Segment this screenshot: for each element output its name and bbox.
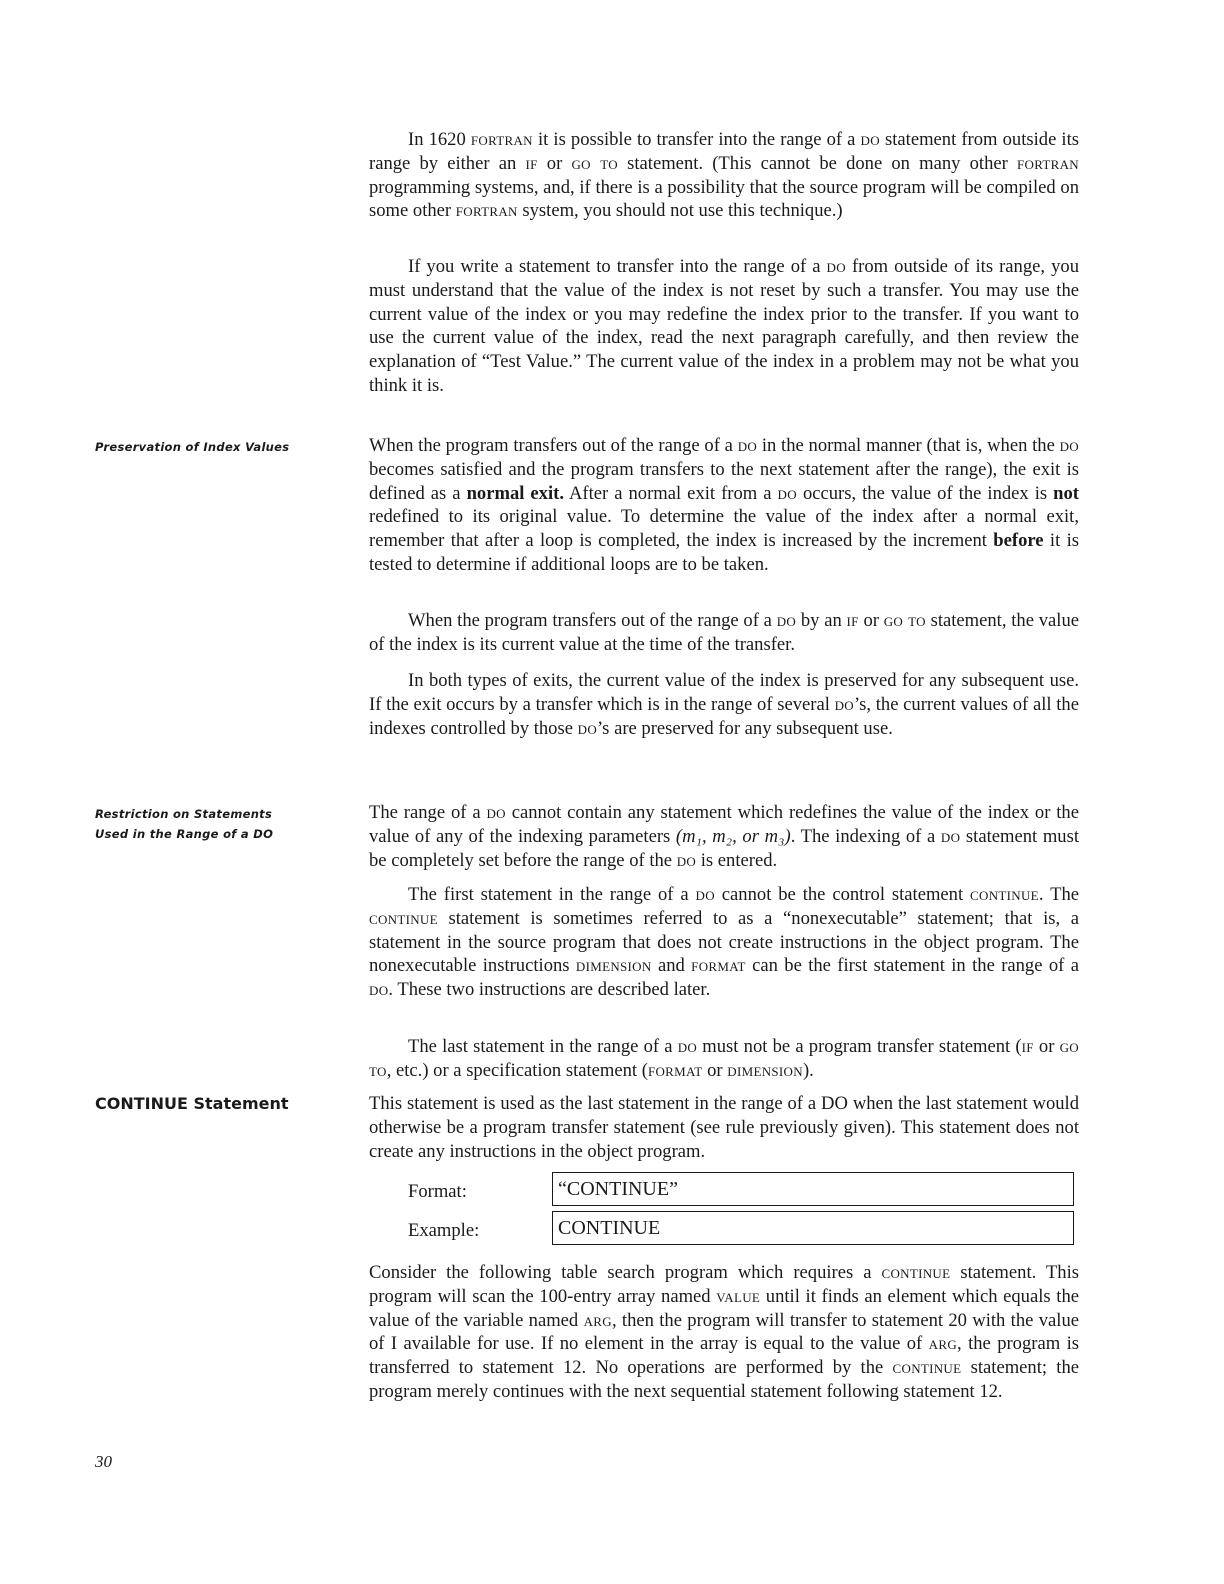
paragraph-8: The last statement in the range of a do must not be a program transfer statement (if or go to, etc.) or a specification statement (format or dimension). [369, 1036, 1079, 1081]
sidebar-heading-preservation: Preservation of Index Values [95, 440, 290, 454]
sidebar-heading-restriction [95, 804, 315, 844]
sidebar-heading-restriction-line2: Used in the Range of a DO [95, 827, 274, 841]
page-number: 30 [95, 1452, 112, 1471]
example-label: Example: [408, 1220, 480, 1241]
format-label: Format: [408, 1181, 467, 1202]
paragraph-6: The range of a do cannot contain any statement which redefines the value of the index or the value of any of the indexing parameters (m₁, m₂, or m₃). The indexing of a do statement must be completely set before the range of the do is entered. [369, 802, 1079, 871]
paragraph-4: When the program transfers out of the range of a do by an if or go to statement, the value of the index is its current value at the time of the transfer. [369, 610, 1079, 655]
paragraph-5: In both types of exits, the current value of the index is preserved for any subsequent use. If the exit occurs by a transfer which is in the range of several do’s, the current values of all the indexes controlled by those do’s are preserved for any subsequent use. [369, 670, 1079, 739]
sidebar-heading-restriction-line1: Restriction on Statements [95, 807, 273, 821]
paragraph-10: Consider the following table search program which requires a continue statement. This program will scan the 100-entry array named value until it finds an element which equals the value of the variable named arg, then the program will transfer to statement 20 with the value of I available for use. If no element in the array is equal to the value of arg, the program is transferred to statement 12. No operations are performed by the continue statement; the program merely continues with the next sequential statement following statement 12. [369, 1262, 1080, 1402]
paragraph-3: When the program transfers out of the range of a do in the normal manner (that is, when the do becomes satisfied and the program transfers to the next statement after the range), the exit is defined as a normal exit. After a normal exit from a do occurs, the value of the index is not redefined to its original value. To determine the value of the index after a normal exit, remember that after a loop is completed, the index is increased by the increment before it is tested to determine if additional loops are to be taken. [369, 435, 1079, 575]
paragraph-1: In 1620 fortran it is possible to transfer into the range of a do statement from outside its range by either an if or go to statement. (This cannot be done on many other fortran programming systems, and, if there is a possibility that the source program will be compiled on some other fortran system, you should not use this technique.) [369, 129, 1079, 222]
paragraph-2: If you write a statement to transfer into the range of a do from outside of its range, you must understand that the value of the index is not reset by such a transfer. You may use the current value of the index or you may redefine the index prior to the transfer. If you want to use the current value of the index, read the next paragraph carefully, and then review the explanation of “Test Value.” The current value of the index in a problem may not be what you think it is. [369, 256, 1079, 396]
format-box: “CONTINUE” [552, 1172, 1074, 1206]
example-box: CONTINUE [552, 1211, 1074, 1245]
paragraph-9: This statement is used as the last statement in the range of a DO when the last statement would otherwise be a program transfer statement (see rule previously given). This statement does not create any instructions in the object program. [369, 1093, 1079, 1162]
paragraph-7: The first statement in the range of a do cannot be the control statement continue. The continue statement is sometimes referred to as a “nonexecutable” statement; that is, a statement in the source program that does not create instructions in the object program. The nonexecutable instructions dimension and format can be the first statement in the range of a do. These two instructions are described later. [369, 884, 1080, 1001]
sidebar-heading-continue: CONTINUE Statement [95, 1094, 289, 1113]
